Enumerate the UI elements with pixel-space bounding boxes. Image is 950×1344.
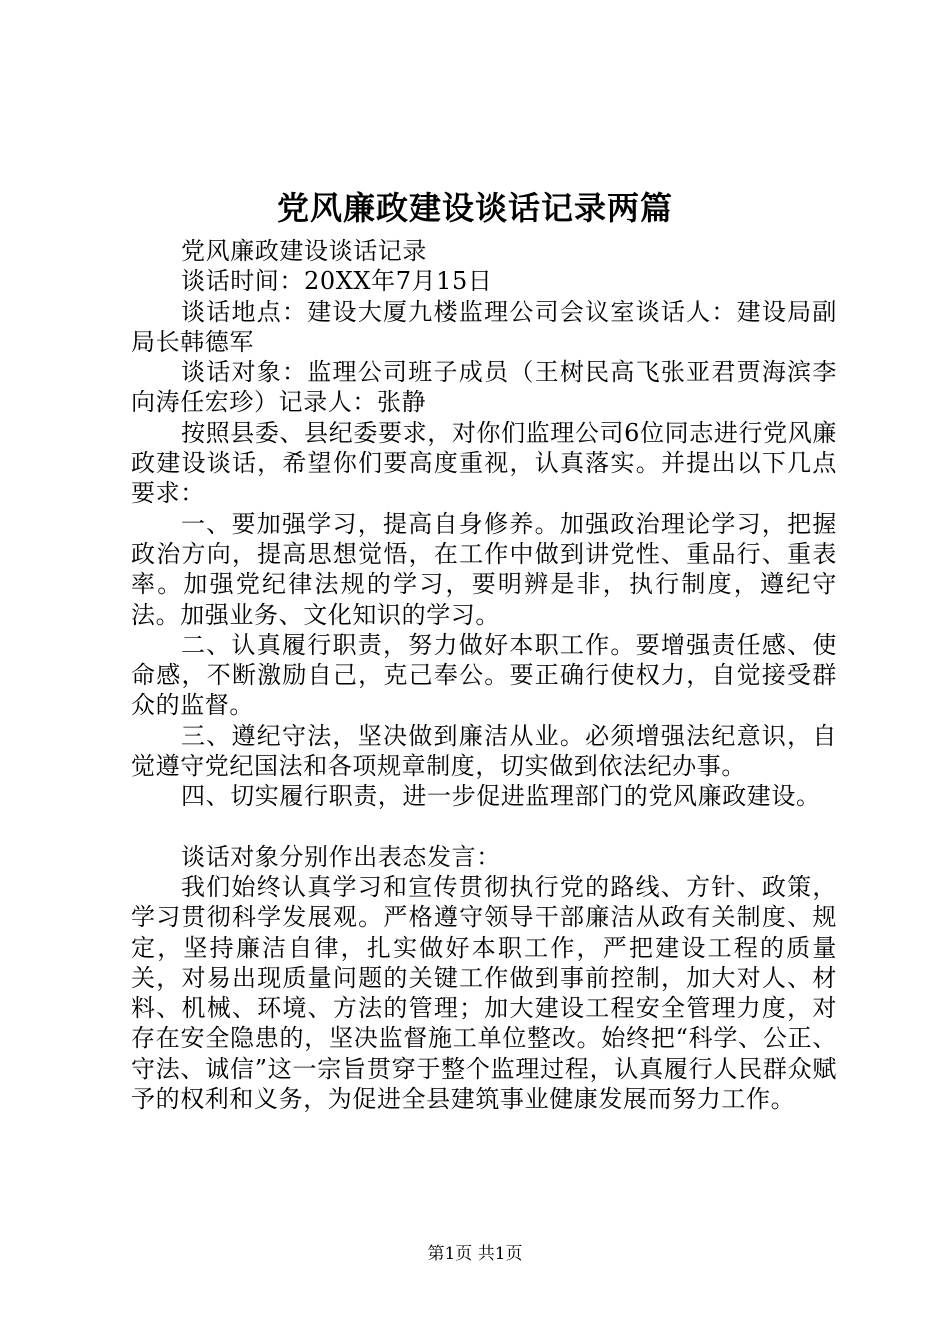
document-title: 党风廉政建设谈话记录两篇: [276, 189, 673, 227]
paragraph-statement: 我们始终认真学习和宣传贯彻执行党的路线、方针、政策，学习贯彻科学发展观。严格遵守领导干部廉洁从政有关制度、规定，坚持廉洁自律，扎实做好本职工作，严把建设工程的质量关，对易出现质量问题的关键工作做到事前控制，加大对人、材料、机械、环境、方法的管理；加大建设工程安全管理力度，对存在安全隐患的，坚决监督施工单位整改。始终把“科学、公正、守法、诚信”这一宗旨贯穿于整个监理过程，认真履行人民群众赋予的权利和义务，为促进全县建筑事业健康发展而努力工作。: [131, 872, 837, 1114]
paragraph-requirement-4: 四、切实履行职责，进一步促进监理部门的党风廉政建设。: [181, 782, 821, 811]
paragraph-subtitle: 党风廉政建设谈话记录: [181, 237, 427, 265]
paragraph-time: 谈话时间：20XX年7月15日: [181, 267, 493, 296]
page-footer: 第1页 共1页: [427, 1244, 523, 1264]
paragraph-intro: 按照县委、县纪委要求，对你们监理公司6位同志进行党风廉政建设谈话，希望你们要高度重视，认真落实。并提出以下几点要求：: [131, 418, 837, 508]
document-body: [131, 236, 837, 1114]
paragraph-requirement-1: 一、要加强学习，提高自身修养。加强政治理论学习，把握政治方向，提高思想觉悟，在工作中做到讲党性、重品行、重表率。加强党纪律法规的学习，要明辨是非，执行制度，遵纪守法。加强业务、文化知识的学习。: [131, 509, 837, 629]
paragraph-requirement-3: 三、遵纪守法，坚决做到廉洁从业。必须增强法纪意识，自觉遵守党纪国法和各项规章制度，切实做到依法纪办事。: [131, 721, 837, 781]
paragraph-location: 谈话地点：建设大厦九楼监理公司会议室谈话人：建设局副局长韩德军: [131, 297, 837, 356]
paragraph-statement-heading: 谈话对象分别作出表态发言：: [181, 842, 501, 871]
paragraph-requirement-2: 二、认真履行职责，努力做好本职工作。要增强责任感、使命感，不断激励自己，克己奉公。要正确行使权力，自觉接受群众的监督。: [131, 630, 837, 720]
paragraph-participants: 谈话对象：监理公司班子成员（王树民高飞张亚君贾海滨李向涛任宏珍）记录人：张静: [131, 358, 837, 417]
